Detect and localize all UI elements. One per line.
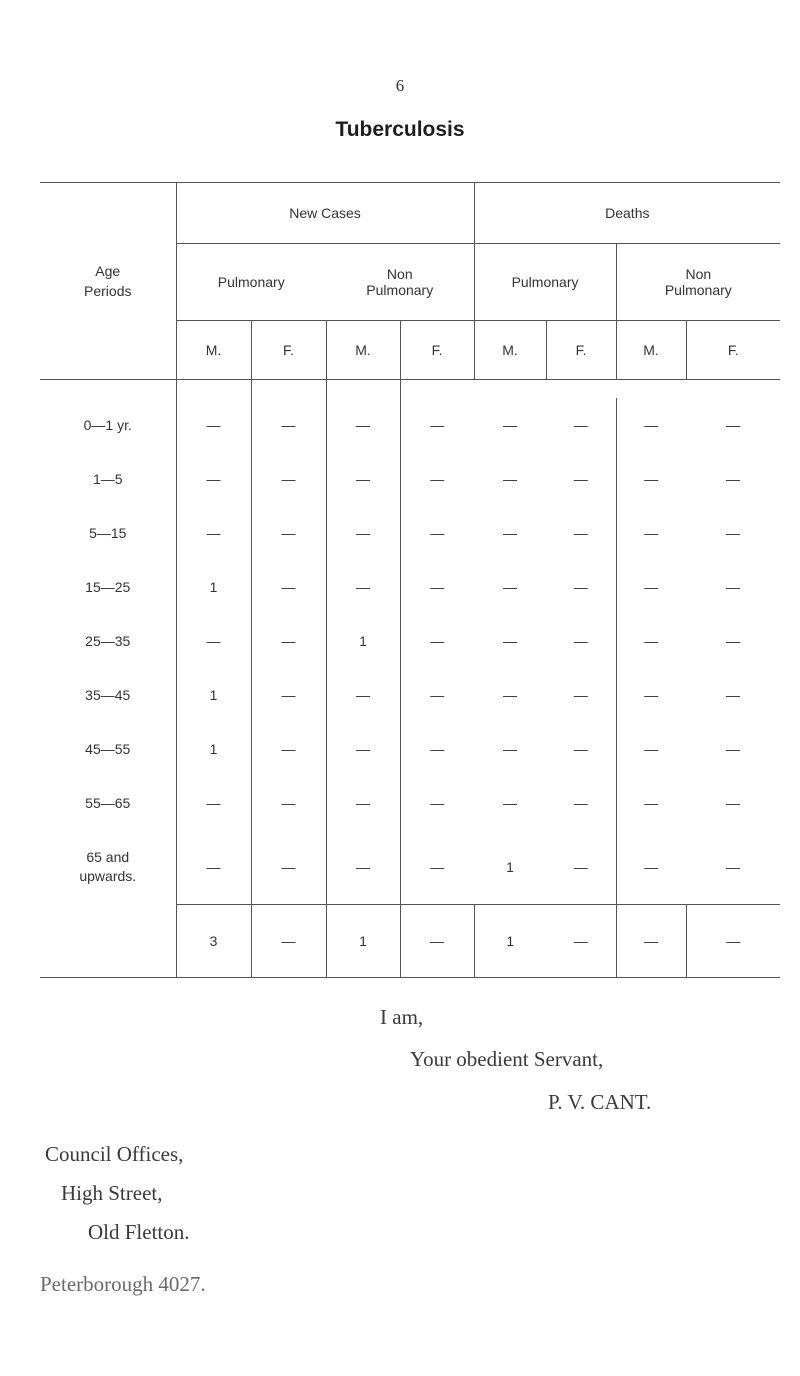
table-cell: — (503, 579, 518, 595)
sex-header-new-non-m: M. (326, 321, 400, 380)
tuberculosis-table (40, 182, 780, 978)
table-cell: — (400, 830, 474, 905)
table-cell: — (251, 776, 326, 830)
table-row (40, 668, 780, 722)
table-cell: — (616, 452, 686, 506)
age-period-label: 55—65 (85, 794, 131, 811)
new-pulmonary-header: Pulmonary (176, 244, 326, 321)
address-line: High Street, (61, 1181, 163, 1205)
table-cell: — (503, 741, 518, 757)
deaths-non-line2: Pulmonary (664, 282, 732, 298)
table-cell: — (726, 687, 741, 703)
table-cell: — (616, 398, 686, 452)
closing-salutation: Your obedient Servant, (410, 1047, 604, 1071)
table-cell: — (400, 614, 474, 668)
table-cell: — (726, 525, 741, 541)
table-cell: — (503, 633, 518, 649)
table-cell: — (251, 614, 326, 668)
table-row (40, 776, 780, 830)
table-cell: — (573, 471, 588, 487)
age-period-label: 45—55 (85, 740, 131, 757)
new-non-pulmonary-header (326, 244, 474, 321)
signature: P. V. CANT. (548, 1090, 652, 1114)
table-cell: — (176, 452, 251, 506)
table-cell: 1 (506, 859, 514, 875)
table-cell: — (616, 560, 686, 614)
age-label-line2: upwards. (79, 868, 137, 885)
address-line: Old Fletton. (88, 1220, 190, 1244)
table-cell: — (400, 398, 474, 452)
table-cell: — (726, 795, 741, 811)
table-cell: 1 (176, 668, 251, 722)
age-periods-header (40, 183, 176, 380)
total-cell: 1 (326, 905, 400, 978)
sex-header-new-pulm-m: M. (176, 321, 251, 380)
total-cell: 3 (176, 905, 251, 978)
telephone-line: Peterborough 4027. (40, 1272, 206, 1296)
page-title: Tuberculosis (335, 118, 465, 141)
sex-header-death-non-m: M. (616, 321, 686, 380)
table-row (40, 614, 780, 668)
age-period-label: 25—35 (85, 632, 131, 649)
table-cell: — (400, 506, 474, 560)
table-row (40, 830, 780, 905)
total-cell: — (546, 905, 616, 978)
age-header-line2: Periods (84, 283, 132, 299)
table-row (40, 398, 780, 452)
table-cell: — (573, 687, 588, 703)
table-cell: — (400, 668, 474, 722)
table-cell: — (251, 668, 326, 722)
table-cell: — (326, 776, 400, 830)
table-cell: — (726, 741, 741, 757)
table-cell: — (503, 525, 518, 541)
age-period-label: 15—25 (85, 578, 131, 595)
age-header-line1: Age (95, 263, 121, 279)
table-cell: — (176, 830, 251, 905)
new-non-line2: Pulmonary (366, 282, 434, 298)
table-cell: — (616, 776, 686, 830)
age-label-line1: 65 and (86, 849, 130, 866)
table-cell: — (573, 741, 588, 757)
table-row (40, 560, 780, 614)
total-cell: 1 (474, 905, 546, 978)
table-cell: — (573, 633, 588, 649)
sex-header-new-pulm-f: F. (251, 321, 326, 380)
closing-line: I am, (380, 1005, 424, 1029)
address-line: Council Offices, (45, 1142, 184, 1166)
sex-header-new-non-f: F. (400, 321, 474, 380)
table-cell: — (176, 614, 251, 668)
age-period-label: 35—45 (85, 686, 131, 703)
table-cell: — (616, 506, 686, 560)
table-cell: — (573, 417, 588, 433)
table-cell: — (251, 398, 326, 452)
table-cell: — (400, 560, 474, 614)
total-cell: — (251, 905, 326, 978)
table-cell: — (176, 506, 251, 560)
table-cell: — (326, 722, 400, 776)
table-cell: — (176, 776, 251, 830)
table-cell: — (726, 633, 741, 649)
table-cell: — (616, 668, 686, 722)
table-cell: — (176, 398, 251, 452)
table-cell: — (573, 795, 588, 811)
table-cell: — (251, 830, 326, 905)
table-cell: — (251, 452, 326, 506)
table-row (40, 452, 780, 506)
table-cell: — (326, 398, 400, 452)
table-cell: — (400, 776, 474, 830)
new-cases-header: New Cases (176, 183, 474, 244)
totals-row (40, 905, 780, 978)
total-cell: — (616, 905, 686, 978)
table-cell: — (326, 830, 400, 905)
table-cell: — (400, 722, 474, 776)
table-cell: — (573, 859, 588, 875)
table-cell: — (726, 417, 741, 433)
total-cell: — (686, 905, 780, 978)
sex-header-death-non-f: F. (686, 321, 780, 380)
total-cell: — (400, 905, 474, 978)
table-cell: — (326, 452, 400, 506)
table-cell: — (726, 859, 741, 875)
table-cell: — (503, 795, 518, 811)
table-row (40, 722, 780, 776)
table-cell: — (573, 579, 588, 595)
sex-header-death-pulm-f: F. (546, 321, 616, 380)
table-cell: 1 (326, 614, 400, 668)
table-cell: — (573, 525, 588, 541)
deaths-header: Deaths (474, 183, 780, 244)
table-cell: — (616, 722, 686, 776)
table-cell: — (616, 614, 686, 668)
age-period-label (40, 830, 176, 905)
new-non-line1: Non (386, 266, 413, 282)
table-cell: — (326, 668, 400, 722)
table-cell: — (616, 830, 686, 905)
deaths-non-pulmonary-header (616, 244, 780, 321)
table-cell: — (400, 452, 474, 506)
table-row (40, 506, 780, 560)
deaths-non-line1: Non (685, 266, 712, 282)
table-cell: — (503, 417, 518, 433)
age-period-label: 5—15 (89, 524, 127, 541)
table-cell: — (726, 471, 741, 487)
table-cell: 1 (176, 560, 251, 614)
table-cell: — (251, 506, 326, 560)
table-cell: — (503, 687, 518, 703)
table-cell: — (251, 560, 326, 614)
sex-header-death-pulm-m: M. (474, 321, 546, 380)
page-number: 6 (395, 76, 405, 95)
table-cell: — (326, 506, 400, 560)
table-cell: — (251, 722, 326, 776)
table-cell: — (326, 560, 400, 614)
deaths-pulmonary-header: Pulmonary (474, 244, 616, 321)
table-cell: — (503, 471, 518, 487)
table-cell: 1 (176, 722, 251, 776)
age-period-label: 1—5 (92, 470, 123, 487)
table-cell: — (726, 579, 741, 595)
age-period-label: 0—1 yr. (83, 416, 132, 433)
